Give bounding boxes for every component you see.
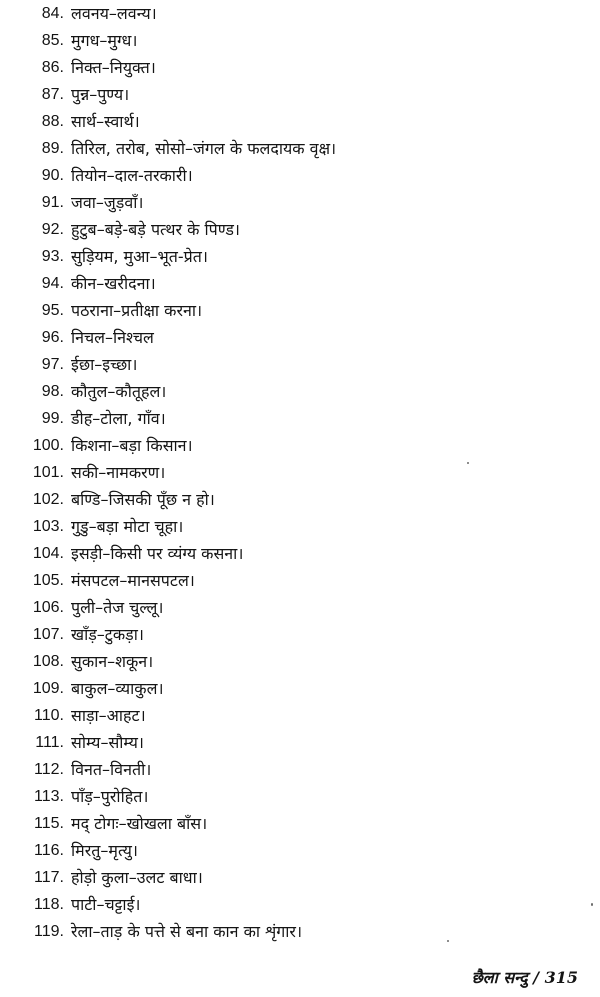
entry-number: 116. bbox=[34, 842, 64, 859]
entry-text: सकी–नामकरण। bbox=[71, 463, 166, 482]
entry-number: 113. bbox=[34, 788, 64, 805]
entry-number: 99. bbox=[41, 410, 64, 427]
entry-text: सुकान–शकून। bbox=[71, 652, 154, 671]
entry-text: साड़ा–आहट। bbox=[71, 706, 146, 725]
entry-text: मिरतु–मृत्यु। bbox=[71, 841, 138, 860]
entry-text: रेला–ताड़ के पत्ते से बना कान का शृंगार। bbox=[71, 922, 303, 941]
entry-number: 94. bbox=[41, 275, 64, 292]
entry-text: सुड़ियम, मुआ–भूत-प्रेत। bbox=[71, 247, 208, 266]
entry-number: 86. bbox=[41, 59, 64, 76]
entry-number: 102. bbox=[32, 491, 64, 508]
entry-number: 87. bbox=[41, 86, 64, 103]
entry-text: पठराना–प्रतीक्षा करना। bbox=[71, 301, 203, 320]
entry-number: 98. bbox=[41, 383, 64, 400]
entry-number: 92. bbox=[41, 221, 64, 238]
entry-text: हुटुब–बड़े-बड़े पत्थर के पिण्ड। bbox=[71, 220, 240, 239]
entry-text: मद् टोगः–खोखला बाँस। bbox=[71, 814, 208, 833]
entry-number: 111. bbox=[35, 734, 64, 751]
entry-number: 118. bbox=[34, 896, 64, 913]
entry-text: पाटी–चट्टाई। bbox=[71, 895, 141, 914]
entry-number: 106. bbox=[32, 599, 64, 616]
entry-text: होड़ो कुला–उलट बाधा। bbox=[71, 868, 203, 887]
scan-speck bbox=[467, 462, 469, 464]
entry-text: तियोन–दाल-तरकारी। bbox=[71, 166, 193, 185]
entry-text: निचल–निश्चल bbox=[71, 328, 154, 347]
entry-number: 103. bbox=[32, 518, 64, 535]
entry-text: इसड़ी–किसी पर व्यंग्य कसना। bbox=[71, 544, 244, 563]
entry-text: बण्डि–जिसकी पूँछ न हो। bbox=[71, 490, 215, 509]
entry-text: कीन–खरीदना। bbox=[71, 274, 156, 293]
entry-number: 97. bbox=[41, 356, 64, 373]
entry-text: किशना–बड़ा किसान। bbox=[71, 436, 193, 455]
entry-number: 110. bbox=[34, 707, 64, 724]
entry-text: गुडु–बड़ा मोटा चूहा। bbox=[71, 517, 184, 536]
entry-number: 93. bbox=[41, 248, 64, 265]
entry-text: मुगध–मुग्ध। bbox=[71, 31, 138, 50]
entry-text: पुन्न–पुण्य। bbox=[71, 85, 130, 104]
entry-text: खाँड़–टुकड़ा। bbox=[71, 625, 144, 644]
entry-text: डीह–टोला, गाँव। bbox=[71, 409, 166, 428]
entry-text: पुली–तेज चुल्लू। bbox=[71, 598, 164, 617]
entry-number: 107. bbox=[32, 626, 64, 643]
entry-number: 119. bbox=[34, 923, 64, 940]
entry-number: 90. bbox=[41, 167, 64, 184]
entry-text: निक्त–नियुक्त। bbox=[71, 58, 156, 77]
entry-number: 91. bbox=[41, 194, 64, 211]
entry-text: बाकुल–व्याकुल। bbox=[71, 679, 164, 698]
entry-text: सार्थ–स्वार्थ। bbox=[71, 112, 140, 131]
entry-number: 105. bbox=[32, 572, 64, 589]
entry-text: कौतुल–कौतूहल। bbox=[71, 382, 167, 401]
entry-text: सोम्य–सौम्य। bbox=[71, 733, 144, 752]
entry-number: 108. bbox=[32, 653, 64, 670]
scan-speck bbox=[447, 940, 449, 942]
entry-number: 115. bbox=[34, 815, 64, 832]
entry-number: 88. bbox=[41, 113, 64, 130]
entry-text: लवनय–लवन्य। bbox=[71, 4, 157, 23]
entry-number: 109. bbox=[32, 680, 64, 697]
page-footer: छैला सन्दु / 315 bbox=[471, 968, 578, 987]
entry-text: ईछा–इच्छा। bbox=[71, 355, 138, 374]
entry-number: 85. bbox=[41, 32, 64, 49]
entry-text: तिरिल, तरोब, सोसो–जंगल के फलदायक वृक्ष। bbox=[71, 139, 337, 158]
entry-number: 101. bbox=[32, 464, 64, 481]
entry-number: 100. bbox=[32, 437, 64, 454]
entry-number: 117. bbox=[34, 869, 64, 886]
entry-text: मंसपटल–मानसपटल। bbox=[71, 571, 195, 590]
entry-number: 95. bbox=[41, 302, 64, 319]
entry-text: जवा–जुड़वाँ। bbox=[71, 193, 144, 212]
entry-number: 112. bbox=[34, 761, 64, 778]
entry-number: 89. bbox=[41, 140, 64, 157]
entry-number: 104. bbox=[32, 545, 64, 562]
entry-number: 96. bbox=[41, 329, 64, 346]
entry-text: पाँड़–पुरोहित। bbox=[71, 787, 149, 806]
entry-text: विनत–विनती। bbox=[71, 760, 152, 779]
entry-number: 84. bbox=[41, 5, 64, 22]
scan-speck bbox=[591, 903, 593, 906]
